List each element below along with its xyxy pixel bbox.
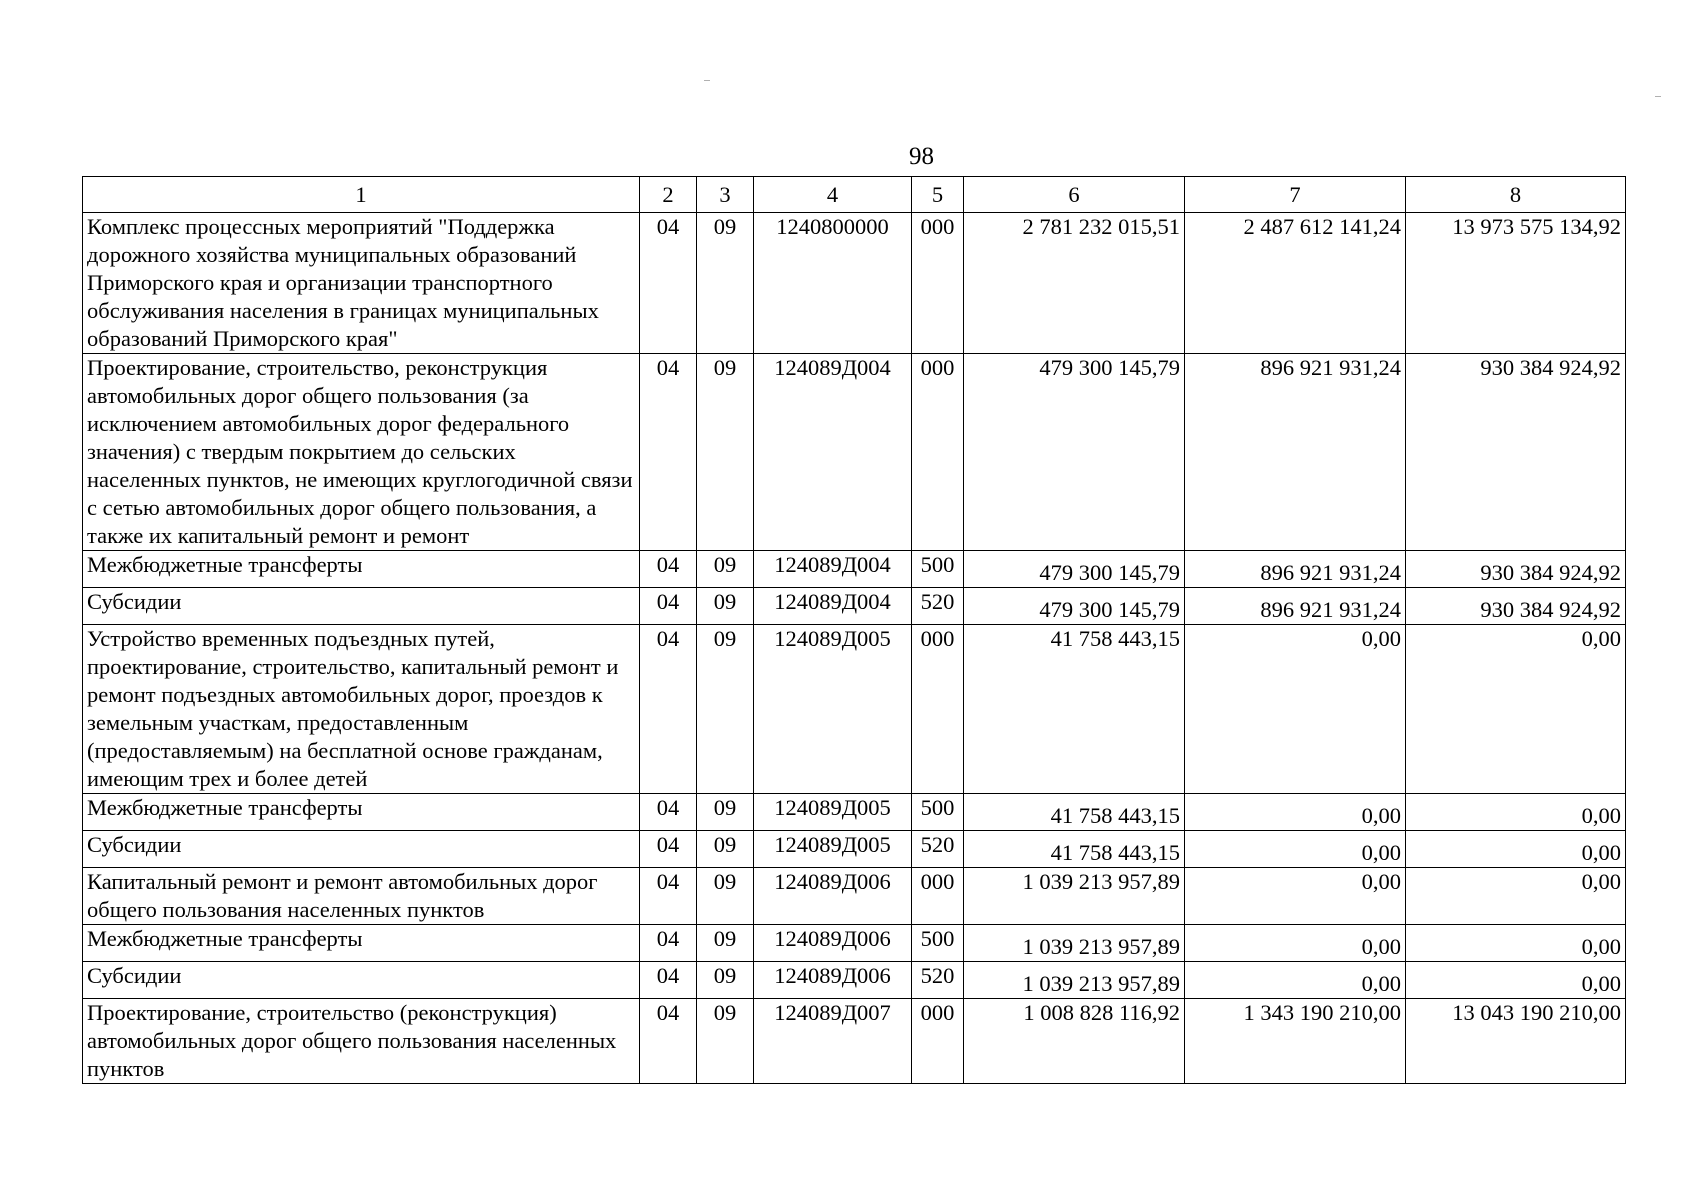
row-amount-6: 41 758 443,15 — [964, 625, 1185, 794]
row-expense-type: 500 — [912, 794, 964, 831]
column-header-5: 5 — [912, 177, 964, 213]
row-amount-6: 41 758 443,15 — [964, 831, 1185, 868]
row-amount-6: 479 300 145,79 — [964, 588, 1185, 625]
row-section: 04 — [640, 551, 697, 588]
row-target-article: 124089Д006 — [754, 868, 912, 925]
row-subsection: 09 — [697, 213, 754, 354]
row-amount-8: 930 384 924,92 — [1406, 551, 1626, 588]
table-row — [83, 551, 1626, 588]
row-amount-7: 896 921 931,24 — [1185, 551, 1406, 588]
column-header-8: 8 — [1406, 177, 1626, 213]
row-amount-7: 896 921 931,24 — [1185, 588, 1406, 625]
row-amount-7: 0,00 — [1185, 831, 1406, 868]
table-row — [83, 925, 1626, 962]
row-target-article: 124089Д005 — [754, 831, 912, 868]
row-amount-6: 1 039 213 957,89 — [964, 962, 1185, 999]
row-subsection: 09 — [697, 354, 754, 551]
table-row — [83, 962, 1626, 999]
row-amount-8: 0,00 — [1406, 831, 1626, 868]
row-expense-type: 520 — [912, 588, 964, 625]
table-row — [83, 794, 1626, 831]
row-amount-7: 0,00 — [1185, 868, 1406, 925]
row-amount-7: 0,00 — [1185, 625, 1406, 794]
row-subsection: 09 — [697, 925, 754, 962]
column-header-7: 7 — [1185, 177, 1406, 213]
row-amount-8: 0,00 — [1406, 794, 1626, 831]
row-section: 04 — [640, 925, 697, 962]
row-target-article: 124089Д004 — [754, 551, 912, 588]
page-number — [0, 142, 1693, 172]
table-row — [83, 354, 1626, 551]
row-subsection: 09 — [697, 625, 754, 794]
row-amount-8: 0,00 — [1406, 625, 1626, 794]
table-row — [83, 831, 1626, 868]
row-amount-6: 41 758 443,15 — [964, 794, 1185, 831]
row-amount-8: 0,00 — [1406, 962, 1626, 999]
row-expense-type: 520 — [912, 962, 964, 999]
row-expense-type: 000 — [912, 625, 964, 794]
column-header-3: 3 — [697, 177, 754, 213]
row-amount-7: 0,00 — [1185, 925, 1406, 962]
row-subsection: 09 — [697, 588, 754, 625]
scan-mark-right — [1655, 96, 1661, 97]
row-amount-8: 13 973 575 134,92 — [1406, 213, 1626, 354]
row-section: 04 — [640, 999, 697, 1084]
column-header-1: 1 — [83, 177, 640, 213]
row-amount-6: 1 039 213 957,89 — [964, 925, 1185, 962]
row-name: Проектирование, строительство (реконструкция) автомобильных дорог общего пользования населенных пунктов — [83, 999, 640, 1084]
row-subsection: 09 — [697, 794, 754, 831]
row-name: Субсидии — [83, 588, 640, 625]
row-name: Межбюджетные трансферты — [83, 551, 640, 588]
table-row — [83, 868, 1626, 925]
row-target-article: 124089Д007 — [754, 999, 912, 1084]
row-target-article: 1240800000 — [754, 213, 912, 354]
row-subsection: 09 — [697, 831, 754, 868]
row-target-article: 124089Д005 — [754, 625, 912, 794]
page-number-text: 98 — [909, 143, 934, 170]
row-amount-6: 479 300 145,79 — [964, 551, 1185, 588]
row-amount-6: 479 300 145,79 — [964, 354, 1185, 551]
row-name: Субсидии — [83, 962, 640, 999]
row-target-article: 124089Д005 — [754, 794, 912, 831]
row-expense-type: 500 — [912, 551, 964, 588]
row-target-article: 124089Д006 — [754, 925, 912, 962]
row-amount-6: 2 781 232 015,51 — [964, 213, 1185, 354]
row-amount-7: 1 343 190 210,00 — [1185, 999, 1406, 1084]
row-name: Проектирование, строительство, реконструкция автомобильных дорог общего пользования (за исключением автомобильных дорог федерального значения) с твердым покрытием до сельских населенных пунктов, не имеющих круглогодичной связи с сетью автомобильных дорог общего пользования, а также их капитальный ремонт и ремонт — [83, 354, 640, 551]
row-section: 04 — [640, 354, 697, 551]
row-name: Капитальный ремонт и ремонт автомобильных дорог общего пользования населенных пунктов — [83, 868, 640, 925]
row-subsection: 09 — [697, 999, 754, 1084]
table-header-row — [83, 177, 1626, 213]
column-header-4: 4 — [754, 177, 912, 213]
row-section: 04 — [640, 831, 697, 868]
row-expense-type: 000 — [912, 999, 964, 1084]
row-name: Устройство временных подъездных путей, проектирование, строительство, капитальный ремонт и ремонт подъездных автомобильных дорог, проездов к земельным участкам, предоставленным (предоставляемым) на бесплатной основе гражданам, имеющим трех и более детей — [83, 625, 640, 794]
row-expense-type: 520 — [912, 831, 964, 868]
scan-mark-top — [704, 80, 710, 81]
row-name: Межбюджетные трансферты — [83, 925, 640, 962]
row-section: 04 — [640, 794, 697, 831]
row-name: Межбюджетные трансферты — [83, 794, 640, 831]
column-header-6: 6 — [964, 177, 1185, 213]
row-expense-type: 000 — [912, 354, 964, 551]
row-amount-7: 0,00 — [1185, 962, 1406, 999]
row-target-article: 124089Д004 — [754, 354, 912, 551]
row-amount-8: 930 384 924,92 — [1406, 588, 1626, 625]
row-expense-type: 500 — [912, 925, 964, 962]
row-amount-8: 0,00 — [1406, 868, 1626, 925]
budget-table — [82, 176, 1626, 1084]
row-amount-8: 13 043 190 210,00 — [1406, 999, 1626, 1084]
row-subsection: 09 — [697, 551, 754, 588]
column-header-2: 2 — [640, 177, 697, 213]
table-row — [83, 999, 1626, 1084]
row-name: Субсидии — [83, 831, 640, 868]
row-section: 04 — [640, 588, 697, 625]
row-amount-7: 896 921 931,24 — [1185, 354, 1406, 551]
row-amount-6: 1 039 213 957,89 — [964, 868, 1185, 925]
row-target-article: 124089Д004 — [754, 588, 912, 625]
row-section: 04 — [640, 868, 697, 925]
row-expense-type: 000 — [912, 213, 964, 354]
table-row — [83, 213, 1626, 354]
row-expense-type: 000 — [912, 868, 964, 925]
table-row — [83, 625, 1626, 794]
row-section: 04 — [640, 625, 697, 794]
row-subsection: 09 — [697, 868, 754, 925]
row-target-article: 124089Д006 — [754, 962, 912, 999]
row-amount-8: 0,00 — [1406, 925, 1626, 962]
row-section: 04 — [640, 213, 697, 354]
row-name: Комплекс процессных мероприятий "Поддержка дорожного хозяйства муниципальных образований Приморского края и организации транспортного обслуживания населения в границах муниципальных образований Приморского края" — [83, 213, 640, 354]
row-section: 04 — [640, 962, 697, 999]
row-subsection: 09 — [697, 962, 754, 999]
row-amount-8: 930 384 924,92 — [1406, 354, 1626, 551]
row-amount-7: 0,00 — [1185, 794, 1406, 831]
row-amount-6: 1 008 828 116,92 — [964, 999, 1185, 1084]
row-amount-7: 2 487 612 141,24 — [1185, 213, 1406, 354]
table-row — [83, 588, 1626, 625]
